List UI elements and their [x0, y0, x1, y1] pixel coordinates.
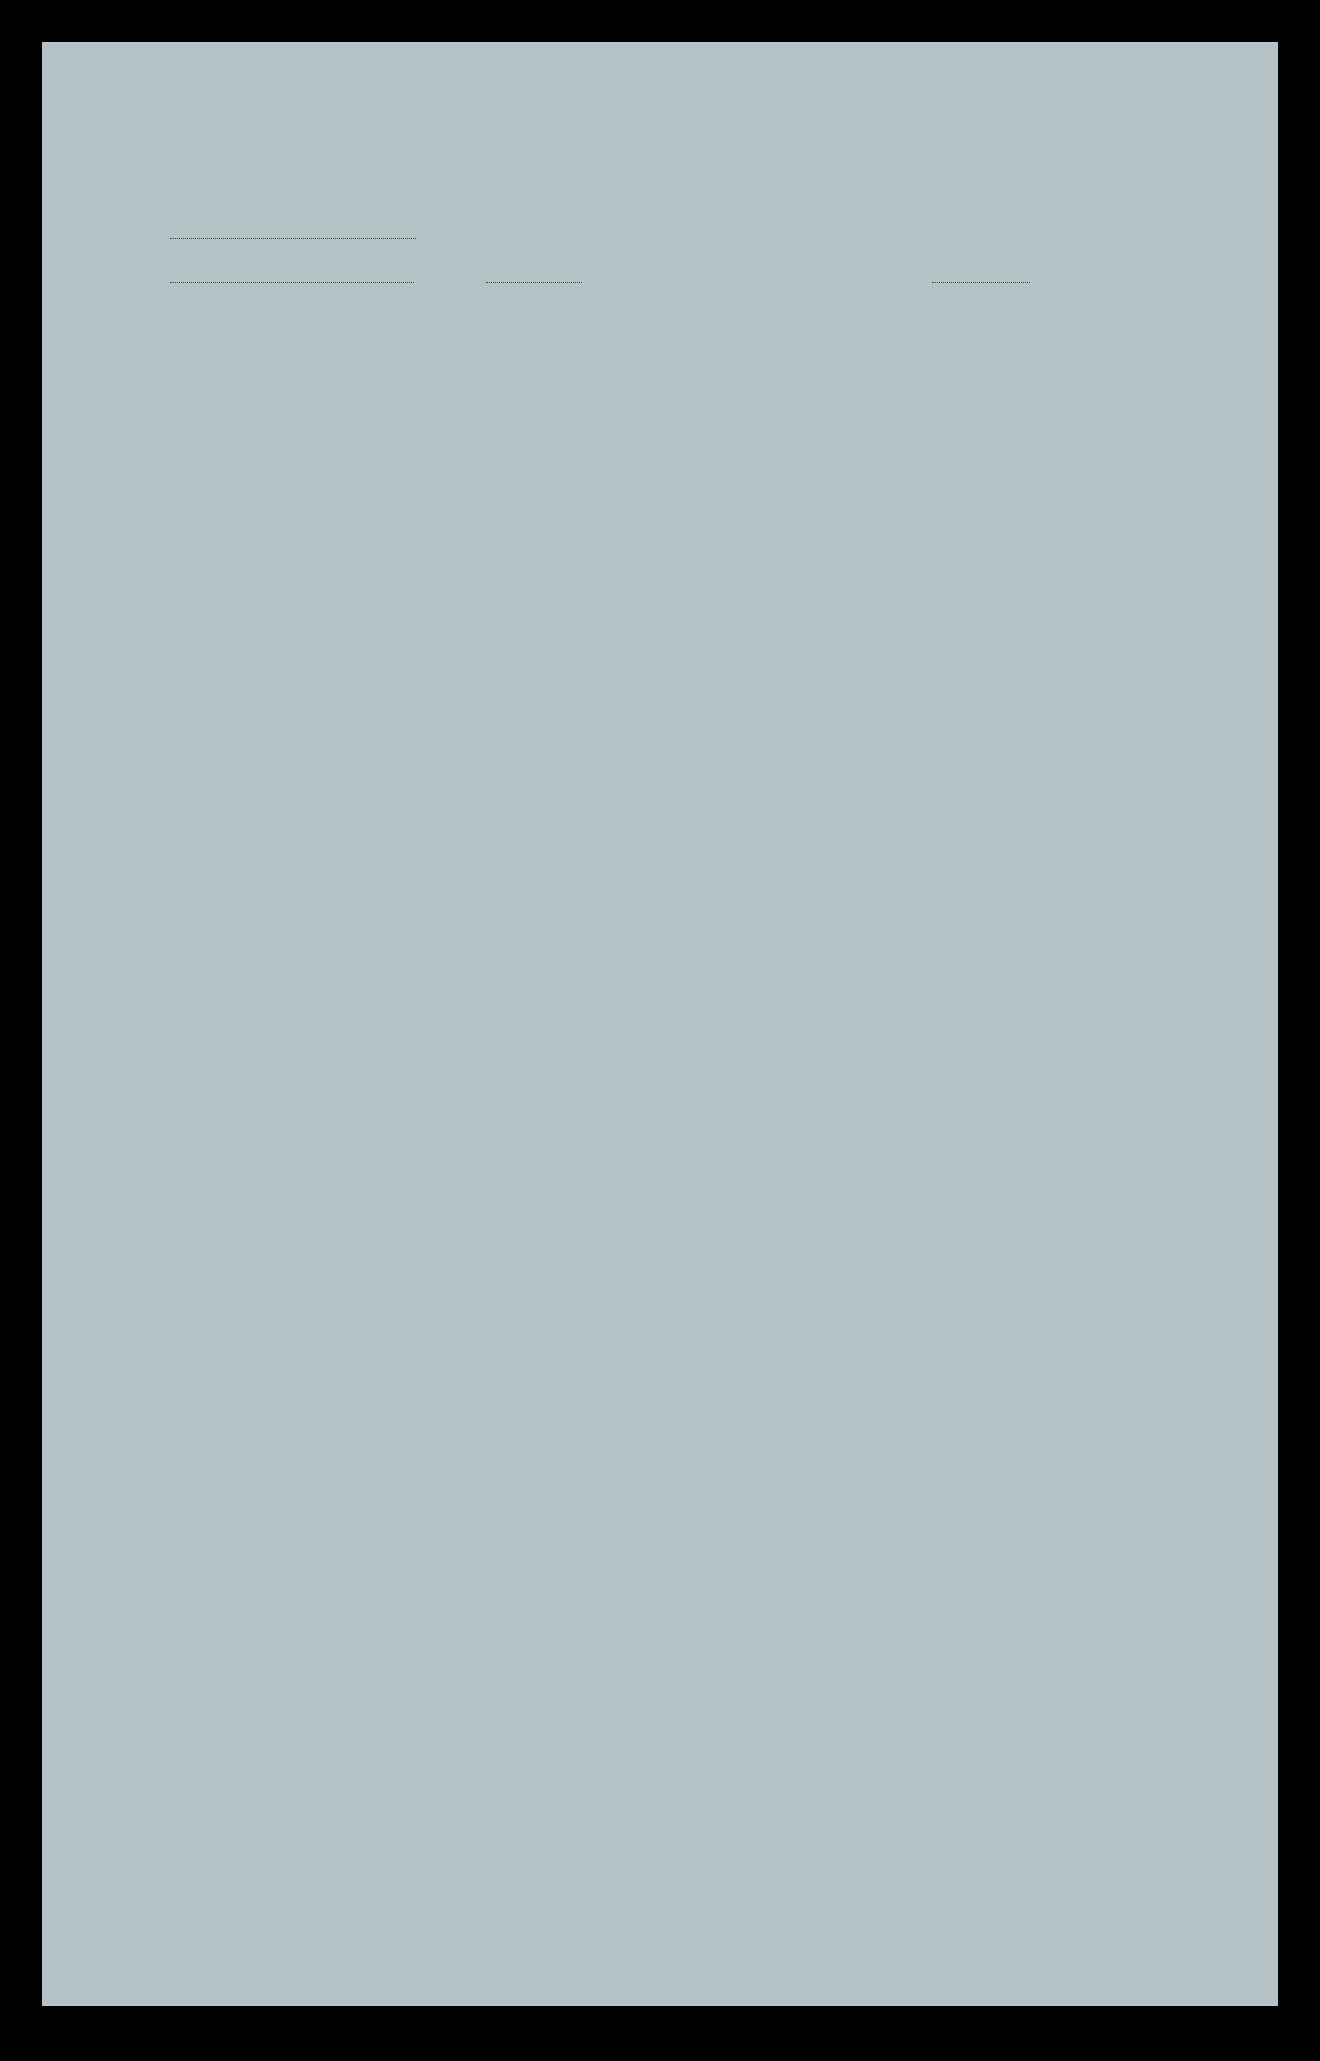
table-grid — [42, 42, 1278, 2006]
voucher-sheet — [42, 42, 1278, 2006]
